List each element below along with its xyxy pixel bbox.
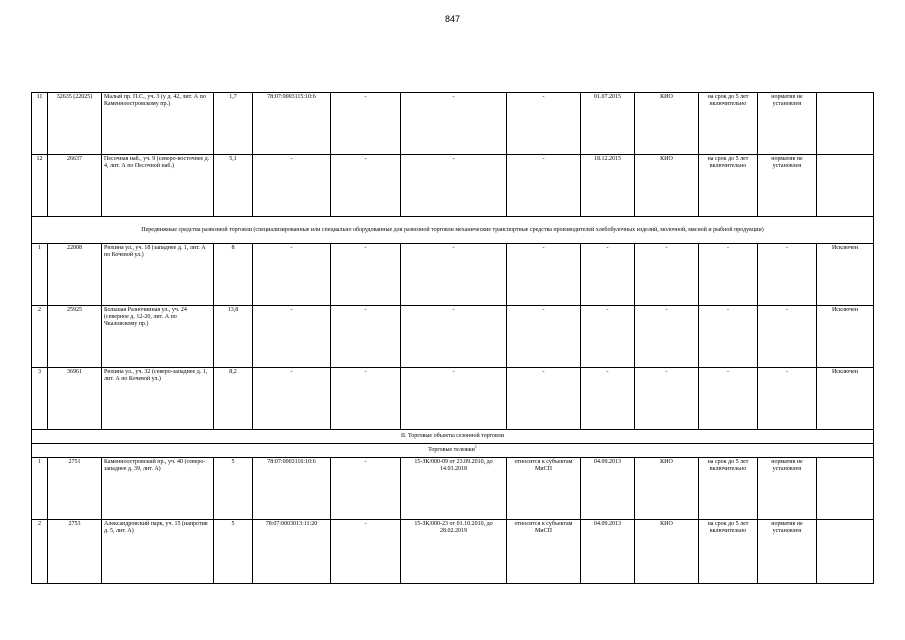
- cell-col7: -: [401, 368, 507, 430]
- cadastral-number: -: [253, 306, 331, 368]
- row-number: 2: [32, 520, 48, 584]
- cadastral-number: 78:07:0003013:11:20: [253, 520, 331, 584]
- cell-organization: -: [635, 244, 699, 306]
- cell-norm: -: [758, 368, 817, 430]
- cell-norm: норматив не установлен: [758, 458, 817, 520]
- object-address: Каменноостровский пр., уч. 40 (северо-западнее д. 39, лит. А): [102, 458, 214, 520]
- subsection-row: [32, 444, 874, 458]
- object-address: Малый пр. П.С., уч. 3 (у д. 42, лит. А по Каменноостровскому пр.): [102, 93, 214, 155]
- cell-col7: -: [401, 244, 507, 306]
- cell-col6: -: [331, 458, 401, 520]
- cell-col8: -: [507, 155, 581, 217]
- cadastral-number: 78:07:0003116:10:6: [253, 458, 331, 520]
- cell-date: -: [581, 306, 635, 368]
- cell-col6: -: [331, 155, 401, 217]
- cell-sme-status: относится к субъектам МиСП: [507, 458, 581, 520]
- object-area: 13,8: [214, 306, 253, 368]
- table-row: [32, 306, 874, 368]
- cadastral-number: 78:07:0003115:10:6: [253, 93, 331, 155]
- cell-col8: -: [507, 93, 581, 155]
- object-area: 5: [214, 520, 253, 584]
- cell-term: на срок до 5 лет включительно: [699, 93, 758, 155]
- cell-term: -: [699, 244, 758, 306]
- cell-date: -: [581, 368, 635, 430]
- object-address: Рюхина ул., уч. 18 (западнее д. 1, лит. А по Кочевой ул.): [102, 244, 214, 306]
- cell-note: Исключен: [817, 306, 874, 368]
- object-area: 5,1: [214, 155, 253, 217]
- cell-norm: норматив не установлен: [758, 520, 817, 584]
- subsection-title: Торговые тележки: [428, 447, 475, 453]
- cell-sme-status: относится к субъектам МиСП: [507, 520, 581, 584]
- cell-col7: -: [401, 155, 507, 217]
- cadastral-number: -: [253, 155, 331, 217]
- cell-col8: -: [507, 368, 581, 430]
- cell-organization: КИО: [635, 93, 699, 155]
- cell-date: 01.07.2015: [581, 93, 635, 155]
- cell-organization: КИО: [635, 520, 699, 584]
- cell-organization: -: [635, 306, 699, 368]
- object-id: 36961: [48, 368, 102, 430]
- object-area: 5: [214, 458, 253, 520]
- cell-col6: -: [331, 306, 401, 368]
- cell-term: на срок до 5 лет включительно: [699, 155, 758, 217]
- cell-contract: 15-ЗК/000-23 от 01.10.2010, до 28.02.2019: [401, 520, 507, 584]
- cell-note: [817, 93, 874, 155]
- row-number: 2: [32, 306, 48, 368]
- object-id: 2751: [48, 458, 102, 520]
- table-row: [32, 368, 874, 430]
- cell-note: Исключен: [817, 368, 874, 430]
- cell-term: на срок до 5 лет включительно: [699, 458, 758, 520]
- cell-note: [817, 458, 874, 520]
- register-table: [31, 92, 874, 584]
- cell-col7: -: [401, 93, 507, 155]
- table-row: [32, 458, 874, 520]
- table-row: [32, 155, 874, 217]
- object-address: Песочная наб., уч. 9 (северо-восточнее д. 4, лит. А по Песочной наб.): [102, 155, 214, 217]
- cadastral-number: -: [253, 244, 331, 306]
- object-id: 26637: [48, 155, 102, 217]
- table-row: [32, 520, 874, 584]
- row-number: 1: [32, 458, 48, 520]
- cell-norm: норматив не установлен: [758, 155, 817, 217]
- object-area: 8: [214, 244, 253, 306]
- cell-note: [817, 155, 874, 217]
- cell-norm: норматив не установлен: [758, 93, 817, 155]
- cell-col7: -: [401, 306, 507, 368]
- row-number: 11: [32, 93, 48, 155]
- cell-term: -: [699, 368, 758, 430]
- object-address: Александровский парк, уч. 15 (напротив д. 5, лит. А): [102, 520, 214, 584]
- cell-col8: -: [507, 244, 581, 306]
- cell-contract: 15-ЗК/000-09 от 23.09.2010, до 14.03.2018: [401, 458, 507, 520]
- cell-col6: -: [331, 244, 401, 306]
- cell-organization: -: [635, 368, 699, 430]
- cell-organization: КИО: [635, 458, 699, 520]
- section-row: [32, 430, 874, 444]
- table-row: [32, 244, 874, 306]
- subsection-cell: [32, 444, 874, 458]
- cell-organization: КИО: [635, 155, 699, 217]
- section-title: II. Торговые объекты сезонной торговли: [32, 430, 874, 444]
- cell-norm: -: [758, 244, 817, 306]
- object-id: 2753: [48, 520, 102, 584]
- cell-date: 04.09.2013: [581, 458, 635, 520]
- cell-norm: -: [758, 306, 817, 368]
- cell-term: на срок до 5 лет включительно: [699, 520, 758, 584]
- cell-date: 18.12.2015: [581, 155, 635, 217]
- cell-col8: -: [507, 306, 581, 368]
- object-area: 1,7: [214, 93, 253, 155]
- cell-term: -: [699, 306, 758, 368]
- cell-date: -: [581, 244, 635, 306]
- object-address: Рюхина ул., уч. 32 (северо-западнее д. 1, лит. А по Кочевой ул.): [102, 368, 214, 430]
- object-address: Большая Разночинная ул., уч. 24 (северное д. 12-20, лит. А по Чкаловскому пр.): [102, 306, 214, 368]
- cell-col6: -: [331, 520, 401, 584]
- page-number: 847: [444, 14, 461, 24]
- cell-note: [817, 520, 874, 584]
- object-id: 32635 (22025): [48, 93, 102, 155]
- object-id: 22008: [48, 244, 102, 306]
- cell-col6: -: [331, 93, 401, 155]
- mobile-category-title: Передвижные средства развозной торговли (специализированные или специально оборудованные для развозной торговли механические транспортные средства производителей хлебобулочных изделий, молочной, мясной и рыбной продукции): [32, 217, 874, 244]
- cell-col6: -: [331, 368, 401, 430]
- object-id: 25925: [48, 306, 102, 368]
- row-number: 12: [32, 155, 48, 217]
- cadastral-number: -: [253, 368, 331, 430]
- row-number: 3: [32, 368, 48, 430]
- cell-date: 04.09.2013: [581, 520, 635, 584]
- table-row: [32, 93, 874, 155]
- row-number: 1: [32, 244, 48, 306]
- cell-note: Исключен: [817, 244, 874, 306]
- footnote-marker: 1: [474, 444, 477, 449]
- object-area: 8,2: [214, 368, 253, 430]
- category-row: [32, 217, 874, 244]
